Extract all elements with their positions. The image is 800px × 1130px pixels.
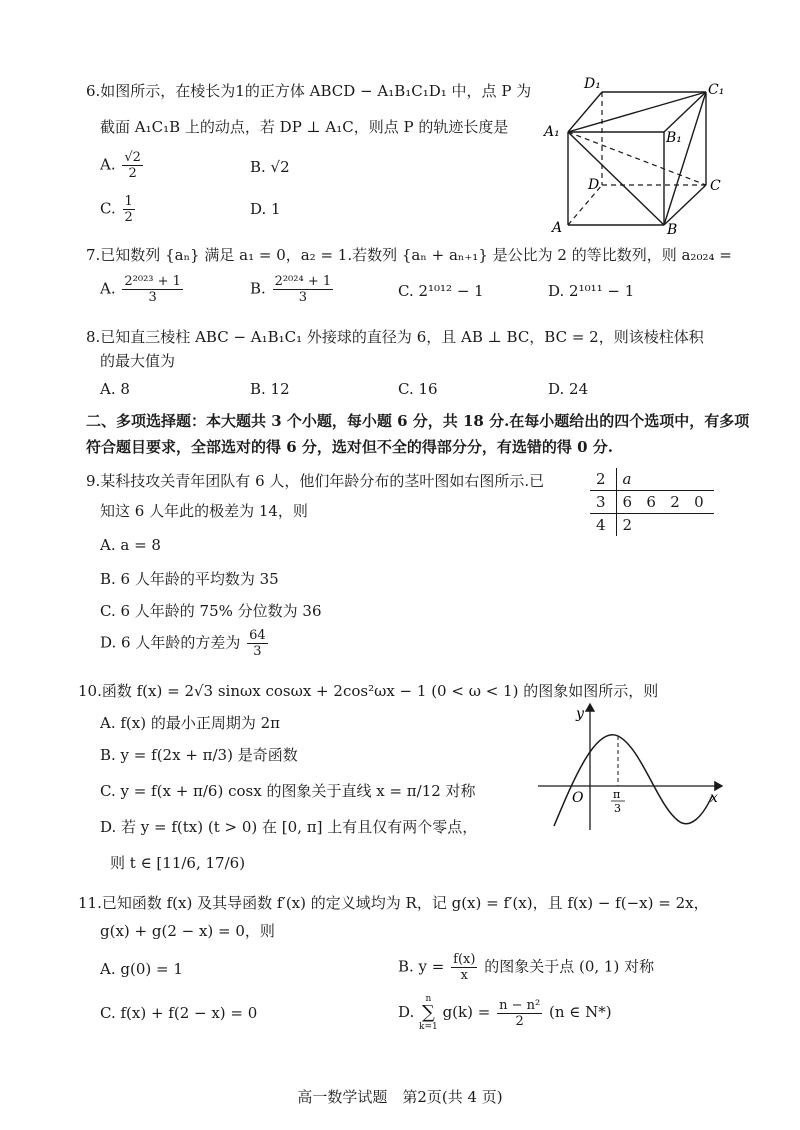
stem-row: 3 6 6 2 0 — [590, 491, 714, 514]
section2-header-line2: 符合题目要求，全部选对的得 6 分，选对但不全的得部分分，有选错的得 0 分. — [86, 438, 613, 456]
q11-option-a: A. g(0) = 1 — [100, 960, 183, 978]
q8-option-d: D. 24 — [548, 380, 589, 398]
q11-stem-line2: g(x) + g(2 − x) = 0，则 — [100, 922, 275, 940]
q6-option-d: D. 1 — [250, 200, 281, 218]
q8-stem-line1: 8.已知直三棱柱 ABC − A₁B₁C₁ 外接球的直径为 6，且 AB ⊥ BC，BC = 2，则该棱柱体积 — [86, 328, 704, 346]
q9-option-d: D. 6 人年龄的方差为 $\frac{64}{3}$ — [100, 628, 266, 659]
q9-option-c: C. 6 人年龄的 75% 分位数为 36 — [100, 602, 322, 620]
q10-option-a: A. f(x) 的最小正周期为 2π — [100, 714, 281, 732]
cube-label-d: D — [588, 177, 600, 193]
q10-option-b: B. y = f(2x + π/3) 是奇函数 — [100, 746, 298, 764]
cube-label-c1: C₁ — [708, 82, 725, 98]
q10-stem: 10.函数 f(x) = 2√3 sinωx cosωx + 2cos²ωx − 1 (0 < ω < 1) 的图象如图所示，则 — [78, 682, 659, 700]
q8-option-c: C. 16 — [398, 380, 438, 398]
q9-stem-line1: 9.某科技攻关青年团队有 6 人，他们年龄分布的茎叶图如右图所示.已 — [86, 472, 545, 490]
origin-label: O — [572, 790, 584, 806]
q7-stem: 7.已知数列 {aₙ} 满足 a₁ = 0，a₂ = 1.若数列 {aₙ + aₙ₊₁} 是公比为 2 的等比数列，则 a₂₀₂₄ = — [86, 246, 732, 264]
q8-option-a: A. 8 — [100, 380, 130, 398]
cube-label-b: B — [667, 222, 678, 238]
tick-pi-num: π — [613, 788, 621, 801]
q7-option-c: C. 2¹⁰¹² − 1 — [398, 282, 484, 300]
cube-label-d1: D₁ — [584, 76, 601, 92]
cube-label-a1: A₁ — [544, 124, 560, 140]
stem-row: 2 a — [590, 468, 714, 491]
q6-option-b: B. √2 — [250, 158, 290, 176]
q11-option-b: B. y = $\frac{f(x)}{x}$ 的图象关于点 (0, 1) 对称 — [398, 952, 655, 983]
q6-stem-line1: 6.如图所示，在棱长为1的正方体 ABCD − A₁B₁C₁D₁ 中，点 P 为 — [86, 82, 532, 100]
q7-option-a: A. $\frac{\text{2²⁰²³ + 1}}{3}$ — [100, 274, 181, 305]
page-footer: 高一数学试题 第2页(共 4 页) — [297, 1088, 503, 1106]
cube-label-a: A — [552, 220, 563, 236]
section2-header-line1: 二、多项选择题：本大题共 3 个小题，每小题 6 分，共 18 分.在每小题给出的四个选项中，有多项 — [86, 412, 750, 430]
sine-curve — [554, 735, 712, 826]
sine-graph — [530, 698, 730, 838]
q9-stem-line2: 知这 6 人年此的极差为 14，则 — [100, 502, 308, 520]
q11-option-c: C. f(x) + f(2 − x) = 0 — [100, 1004, 258, 1022]
stem-leaf-table — [590, 468, 714, 536]
q10-option-d-line1: D. 若 y = f(tx) (t > 0) 在 [0, π] 上有且仅有两个零点， — [100, 818, 478, 836]
q10-option-d-line2: 则 t ∈ [11/6, 17/6) — [110, 854, 246, 872]
q11-option-d: D. n ∑ k=1 g(k) = $\frac{\text{n − n²}}{2}$ (n ∈ N*) — [398, 994, 612, 1032]
q7-option-b: B. $\frac{\text{2²⁰²⁴ + 1}}{3}$ — [250, 274, 332, 305]
stem-row: 4 2 — [590, 514, 714, 537]
q10-option-c: C. y = f(x + π/6) cosx 的图象关于直线 x = π/12 对称 — [100, 782, 476, 800]
q6-option-c: C. $\frac{1}{2}$ — [100, 194, 133, 225]
q6-option-a: A. $\frac{√2}{2}$ — [100, 150, 141, 181]
q8-option-b: B. 12 — [250, 380, 290, 398]
q9-option-b: B. 6 人年龄的平均数为 35 — [100, 570, 279, 588]
q9-option-a: A. a = 8 — [100, 536, 161, 554]
q11-stem-line1: 11.已知函数 f(x) 及其导函数 f′(x) 的定义域均为 R，记 g(x) = f′(x)，且 f(x) − f(−x) = 2x， — [78, 894, 709, 912]
cube-label-c: C — [710, 178, 721, 194]
x-axis-label: x — [710, 790, 718, 806]
q8-stem-line2: 的最大值为 — [100, 352, 176, 370]
q7-option-d: D. 2¹⁰¹¹ − 1 — [548, 282, 635, 300]
y-axis-label: y — [576, 706, 584, 722]
tick-pi-den: 3 — [614, 802, 621, 815]
cube-figure — [540, 70, 740, 240]
cube-label-b1: B₁ — [666, 130, 682, 146]
q6-stem-line2: 截面 A₁C₁B 上的动点，若 DP ⊥ A₁C，则点 P 的轨迹长度是 — [100, 118, 509, 136]
